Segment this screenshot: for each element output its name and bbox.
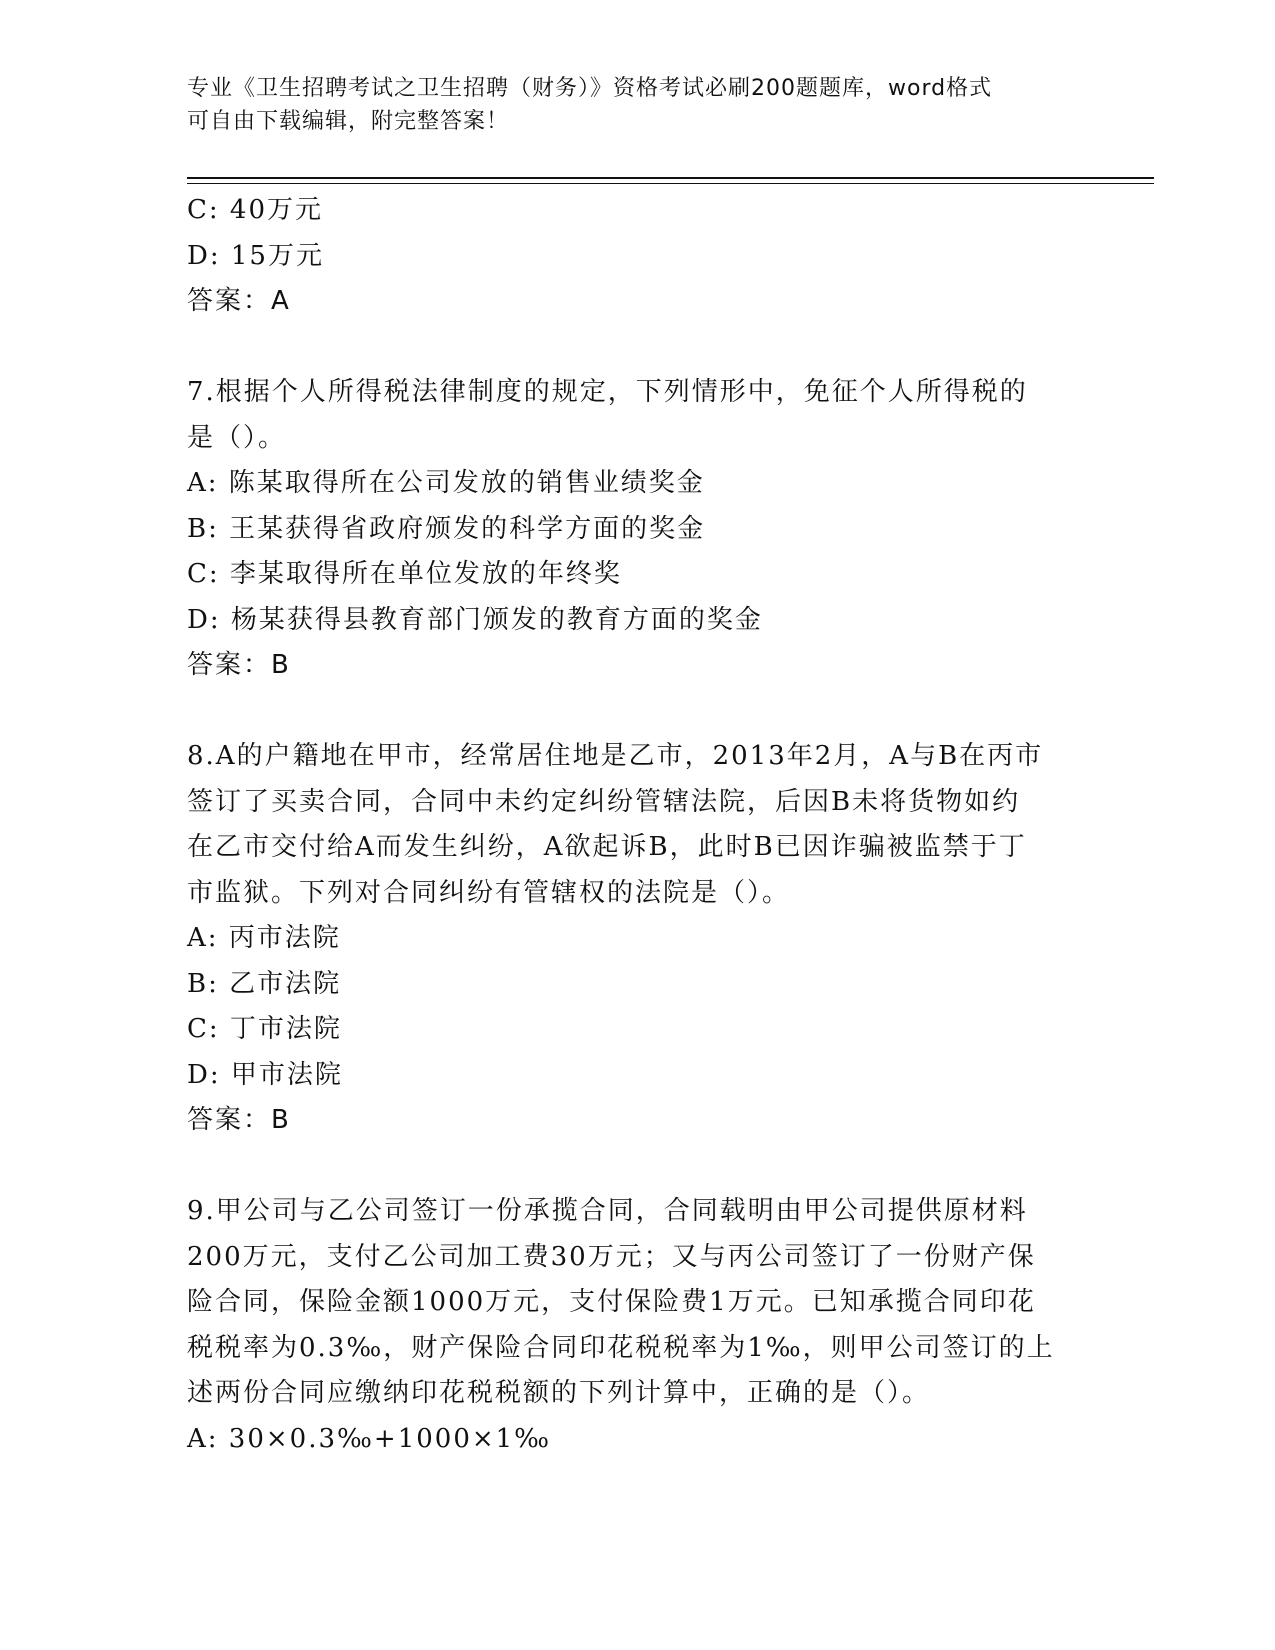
option-d: D: 15万元 [187,240,324,271]
answer-line: 答案：B [187,1105,291,1135]
option-d: D: 甲市法院 [187,1059,343,1090]
spacer [187,1144,1087,1190]
option-d: D: 杨某获得县教育部门颁发的教育方面的奖金 [187,604,763,635]
document-header [187,72,1087,138]
question-stem-line: 7.根据个人所得税法律制度的规定，下列情形中，免征个人所得税的 [187,377,1028,407]
spacer [187,689,1087,735]
option-a: A: 30×0.3‰+1000×1‰ [187,1423,552,1454]
question-8 [187,734,1087,1144]
question-stem-line: 在乙市交付给A而发生纠纷，A欲起诉B，此时B已因诈骗被监禁于丁 [187,832,1027,862]
header-rule-thin [187,183,1154,184]
option-c: C: 李某取得所在单位发放的年终奖 [187,559,622,589]
spacer [187,325,1087,371]
header-title-line-1: 专业《卫生招聘考试之卫生招聘（财务）》资格考试必刷200题题库，word格式 [187,76,993,101]
option-b: B: 王某获得省政府颁发的科学方面的奖金 [187,513,706,544]
question-stem-line: 签订了买卖合同，合同中未约定纠纷管辖法院，后因B未将货物如约 [187,786,1021,817]
header-title-line-2: 可自由下载编辑，附完整答案！ [187,109,510,134]
question-stem-line: 税税率为0.3‰，财产保险合同印花税税率为1‰，则甲公司签订的上 [187,1332,1055,1363]
answer-line: 答案：A [187,286,291,316]
question-stem-line: 200万元，支付乙公司加工费30万元；又与丙公司签订了一份财产保 [187,1241,1036,1272]
question-list [187,188,1087,1462]
answer-line: 答案：B [187,650,291,680]
option-a: A: 陈某取得所在公司发放的销售业绩奖金 [187,468,705,498]
question-stem-line: 述两份合同应缴纳印花税税额的下列计算中，正确的是（）。 [187,1378,931,1408]
question-stem-line: 9.甲公司与乙公司签订一份承揽合同，合同载明由甲公司提供原材料 [187,1196,1028,1226]
question-stem-line: 险合同，保险金额1000万元，支付保险费1万元。已知承揽合同印花 [187,1287,1036,1317]
question-stem-line: 8.A的户籍地在甲市，经常居住地是乙市，2013年2月，A与B在丙市 [187,741,1044,771]
option-c: C: 40万元 [187,195,324,225]
question-stem-line: 是（）。 [187,422,287,453]
question-9 [187,1189,1087,1462]
question-6-tail [187,188,1087,325]
option-a: A: 丙市法院 [187,923,341,953]
header-rule-thick [187,177,1154,179]
question-7 [187,370,1087,689]
option-b: B: 乙市法院 [187,968,342,999]
option-c: C: 丁市法院 [187,1014,342,1044]
question-stem-line: 市监狱。下列对合同纠纷有管辖权的法院是（）。 [187,877,791,908]
